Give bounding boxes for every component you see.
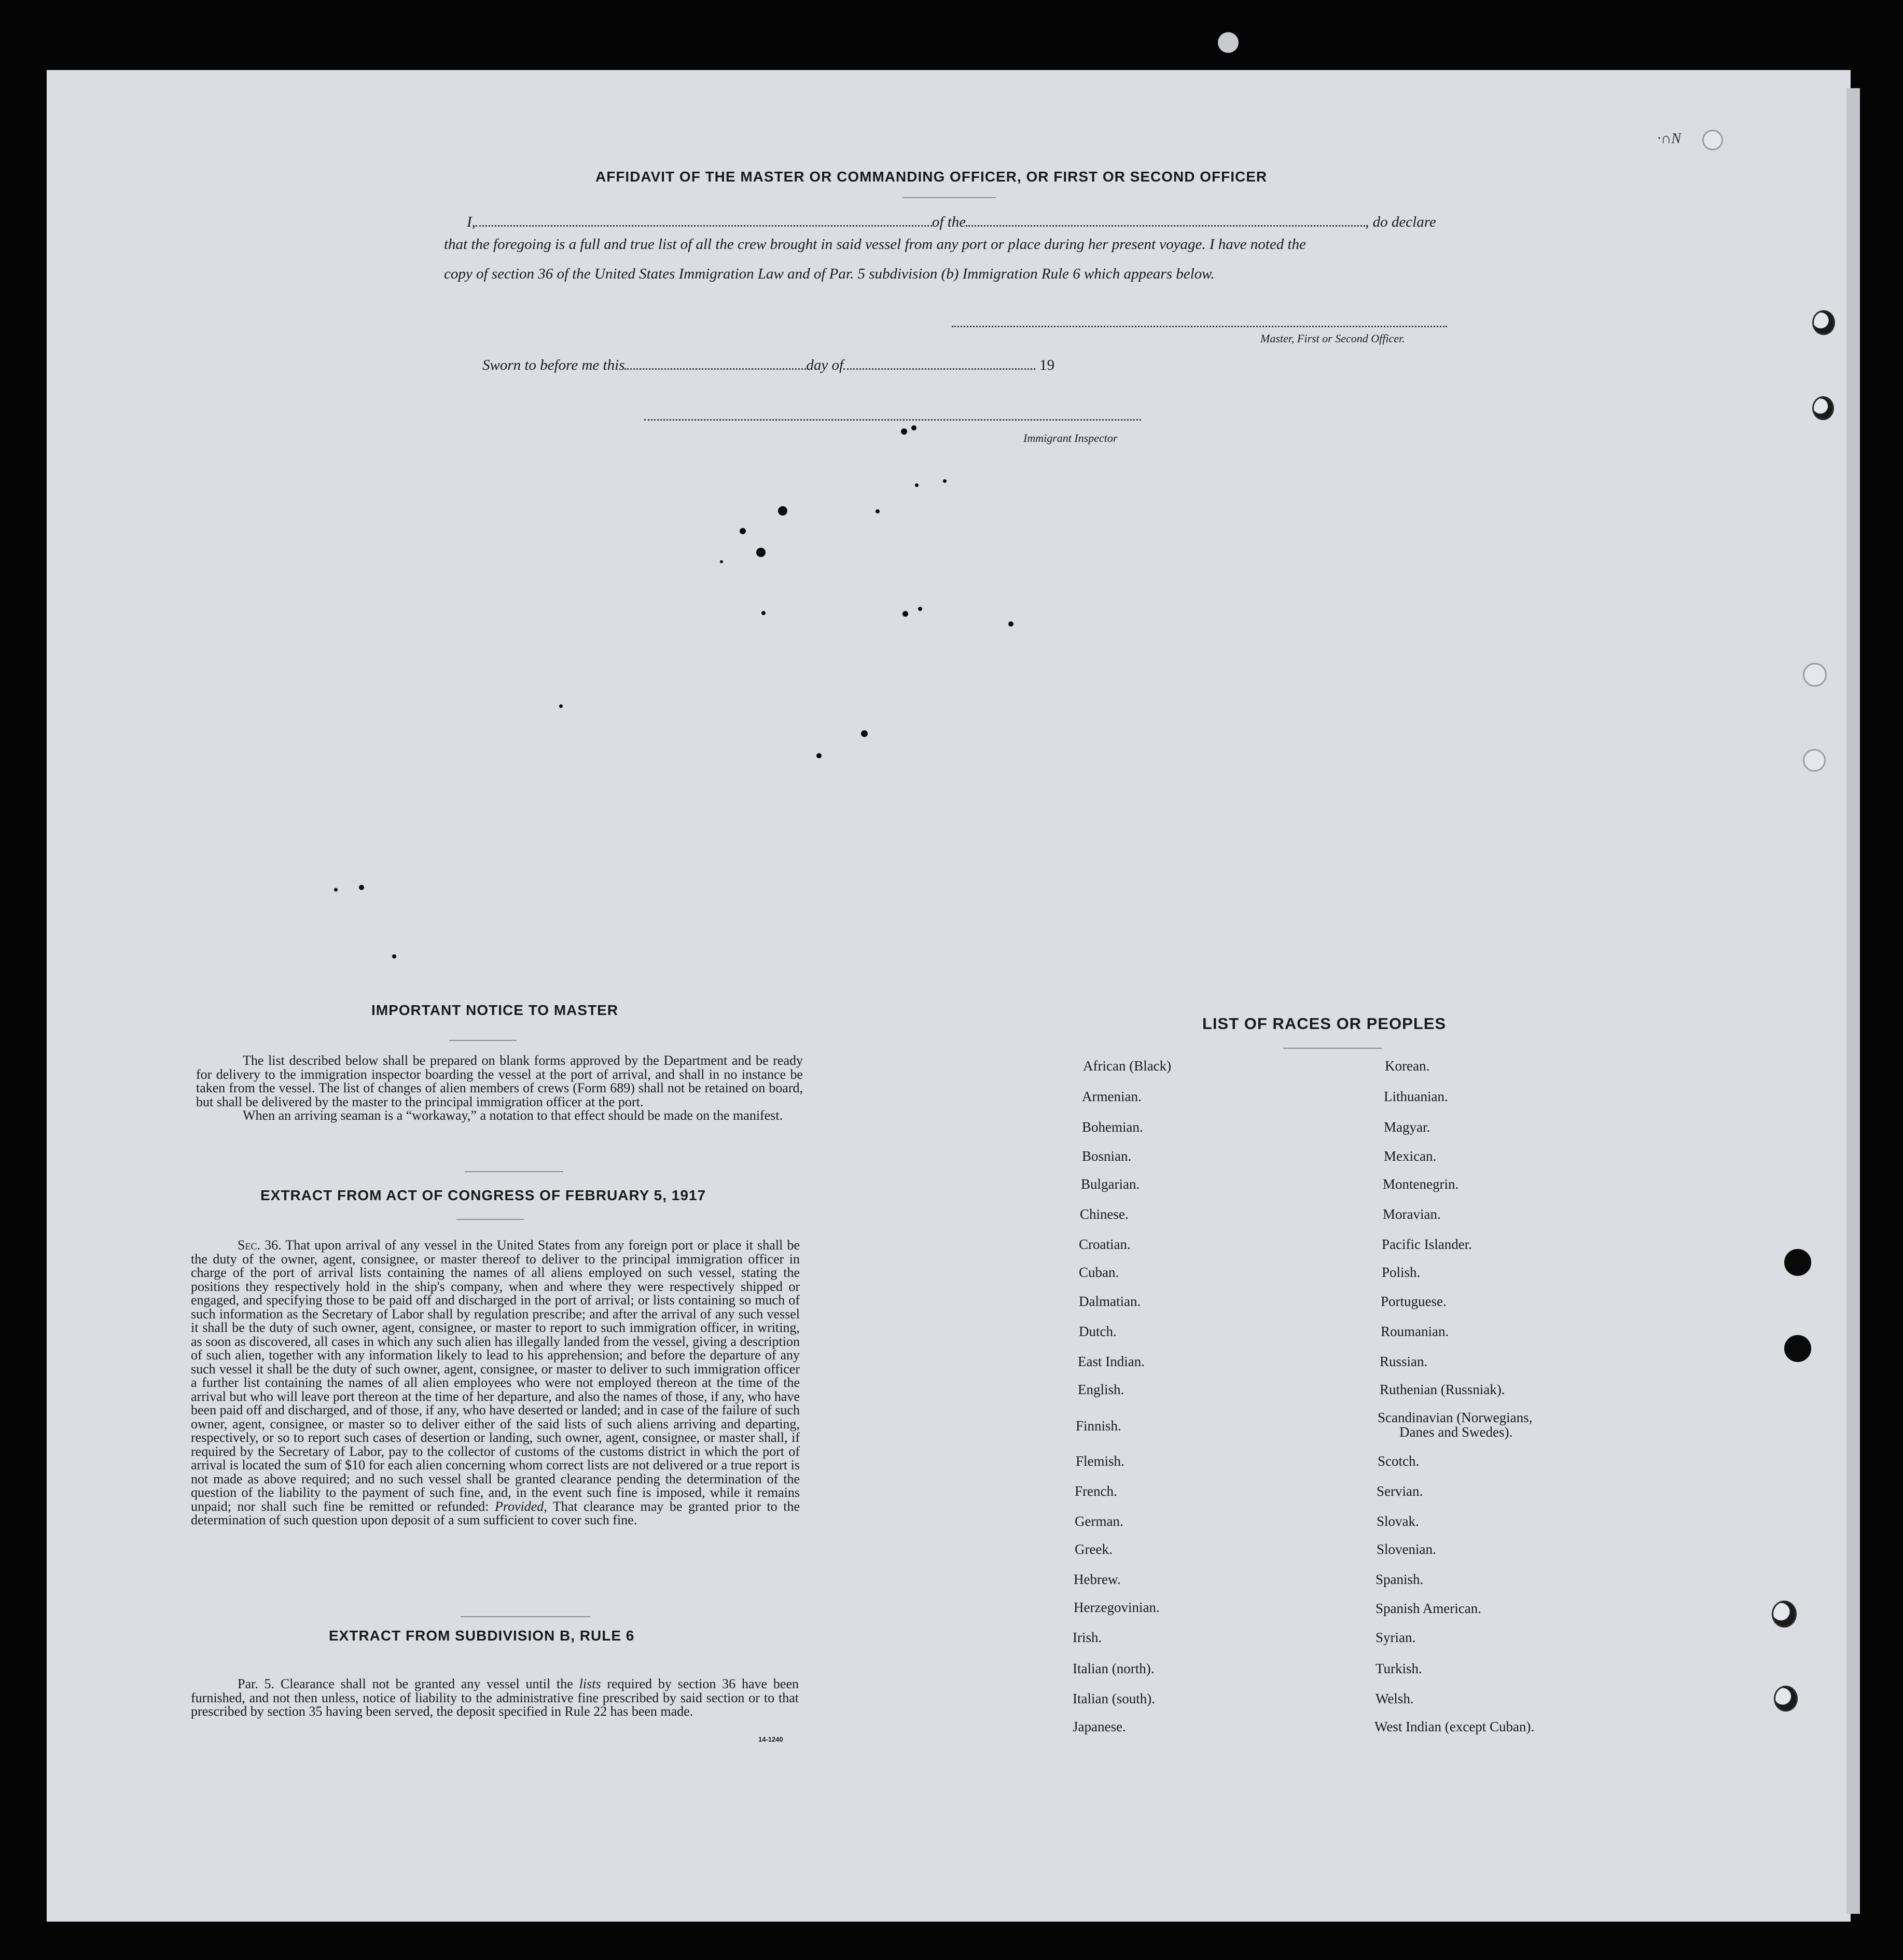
race-right: Lithuanian. bbox=[1384, 1089, 1448, 1104]
provided-word: Provided, bbox=[494, 1498, 547, 1514]
inspector-signature-line bbox=[644, 419, 1141, 421]
race-right: Russian. bbox=[1380, 1354, 1428, 1369]
race-left: African (Black) bbox=[1083, 1058, 1172, 1074]
affidavit-i: I, bbox=[467, 214, 476, 230]
vessel-blank bbox=[966, 225, 1365, 227]
punch-hole bbox=[1702, 130, 1723, 150]
race-left: Cuban. bbox=[1079, 1264, 1119, 1280]
race-left: Armenian. bbox=[1082, 1089, 1142, 1104]
race-left: East Indian. bbox=[1078, 1354, 1145, 1369]
race-right: Pacific Islander. bbox=[1382, 1236, 1472, 1252]
divider bbox=[1283, 1048, 1382, 1049]
binder-hole bbox=[1772, 1601, 1797, 1628]
binder-hole bbox=[1784, 1249, 1811, 1276]
lists-word: lists bbox=[579, 1676, 601, 1691]
race-left: German. bbox=[1075, 1513, 1123, 1529]
section-36-text bbox=[191, 1239, 800, 1527]
ink-speck bbox=[740, 528, 746, 534]
ink-speck bbox=[756, 548, 766, 557]
paper-edge bbox=[1846, 88, 1860, 1914]
rule-extract-title: EXTRACT FROM SUBDIVISION B, RULE 6 bbox=[329, 1628, 635, 1644]
ink-speck bbox=[392, 954, 396, 958]
race-right: Montenegrin. bbox=[1383, 1176, 1459, 1192]
ink-speck bbox=[915, 483, 919, 487]
race-right: Moravian. bbox=[1383, 1206, 1441, 1222]
race-right: Mexican. bbox=[1384, 1148, 1437, 1164]
race-left: Bohemian. bbox=[1082, 1119, 1143, 1135]
month-blank bbox=[843, 368, 1035, 370]
race-right: Welsh. bbox=[1376, 1691, 1414, 1706]
race-left: Italian (south). bbox=[1073, 1691, 1155, 1706]
ink-speck bbox=[334, 888, 338, 892]
race-left: Hebrew. bbox=[1074, 1572, 1121, 1587]
master-caption: Master, First or Second Officer. bbox=[1260, 332, 1405, 345]
race-left: Finnish. bbox=[1076, 1418, 1121, 1434]
race-right: Slovenian. bbox=[1377, 1541, 1436, 1557]
race-left: Herzegovinian. bbox=[1074, 1600, 1160, 1615]
race-left: Bulgarian. bbox=[1081, 1176, 1140, 1192]
race-left: Chinese. bbox=[1080, 1206, 1129, 1222]
race-right: Spanish. bbox=[1376, 1572, 1424, 1587]
race-left: French. bbox=[1075, 1483, 1117, 1499]
race-right: Roumanian. bbox=[1381, 1324, 1449, 1339]
race-left: Dutch. bbox=[1079, 1324, 1117, 1339]
race-left: Irish. bbox=[1073, 1630, 1102, 1645]
race-right: Spanish American. bbox=[1376, 1601, 1481, 1616]
divider bbox=[902, 197, 996, 198]
ink-speck bbox=[911, 425, 916, 430]
inspector-caption: Immigrant Inspector bbox=[1023, 432, 1118, 444]
rule-body: Par. 5. Clearance shall not be granted any vessel until the bbox=[238, 1676, 573, 1691]
race-right: Portuguese. bbox=[1381, 1294, 1447, 1309]
ink-speck bbox=[816, 753, 822, 758]
section-36-paragraph bbox=[191, 1239, 800, 1527]
name-blank bbox=[476, 225, 932, 227]
race-right: Scandinavian (Norwegians, bbox=[1378, 1410, 1533, 1425]
race-right: West Indian (except Cuban). bbox=[1374, 1719, 1535, 1734]
divider bbox=[449, 1040, 517, 1041]
section-36-ending: That clearance may be granted prior to the determination of such question upon deposit of a sum sufficient to cover such fine. bbox=[191, 1498, 800, 1527]
binder-hole bbox=[1774, 1686, 1798, 1712]
notice-text bbox=[196, 1054, 803, 1123]
race-right: Magyar. bbox=[1384, 1119, 1430, 1135]
affidavit-line3: copy of section 36 of the United States Immigration Law and of Par. 5 subdivision (b) Immigration Rule 6 which appears below. bbox=[444, 266, 1215, 282]
divider bbox=[465, 1171, 563, 1172]
ink-speck bbox=[876, 509, 880, 513]
ink-speck bbox=[720, 560, 723, 563]
race-right: Syrian. bbox=[1376, 1630, 1416, 1645]
race-right: Servian. bbox=[1377, 1483, 1423, 1499]
ink-speck bbox=[943, 479, 947, 483]
ink-speck bbox=[761, 611, 766, 615]
affidavit-line1 bbox=[467, 214, 1436, 231]
notice-paragraph-1: The list described below shall be prepared on blank forms approved by the Department and be ready for delivery to the immigration inspector boarding the vessel at the port of arrival, and shall in no instance be taken from the vessel. The list of changes of alien members of crews (Form 689) shall not be retained on board, but shall be delivered by the master to the principal immigration officer at the port. bbox=[196, 1053, 803, 1109]
section-label: Sec. 36. bbox=[238, 1238, 282, 1253]
scanned-form-page bbox=[47, 70, 1851, 1922]
corner-mark: ·∩N bbox=[1657, 131, 1681, 147]
ink-speck bbox=[901, 428, 907, 435]
binder-hole bbox=[1784, 1335, 1811, 1362]
race-right: Ruthenian (Russniak). bbox=[1380, 1382, 1505, 1397]
race-left: Flemish. bbox=[1076, 1453, 1124, 1469]
affidavit-line2: that the foregoing is a full and true list of all the crew brought in said vessel from any port or place during her present voyage. I have noted the bbox=[444, 236, 1306, 253]
ink-speck bbox=[861, 730, 868, 737]
master-signature-line bbox=[952, 326, 1447, 327]
rule-ending: required by section 36 have been furnished, and not then unless, notice of liability to the administrative fine prescribed by said section or to that prescribed by section 35 having been served, the deposit specified in Rule 22 has been made. bbox=[191, 1676, 799, 1719]
act-extract-title: EXTRACT FROM ACT OF CONGRESS OF FEBRUARY 5, 1917 bbox=[260, 1187, 706, 1203]
binder-hole bbox=[1812, 310, 1835, 335]
rule-paragraph bbox=[191, 1677, 799, 1719]
ink-speck bbox=[559, 704, 563, 708]
binder-hole bbox=[1803, 663, 1827, 687]
race-left: Dalmatian. bbox=[1079, 1294, 1141, 1309]
notice-paragraph-2: When an arriving seaman is a “workaway,” a notation to that effect should be made on the manifest. bbox=[243, 1108, 783, 1123]
day-blank bbox=[624, 368, 806, 370]
race-left: Croatian. bbox=[1079, 1236, 1131, 1252]
binder-hole bbox=[1812, 396, 1834, 420]
ink-speck bbox=[778, 506, 787, 516]
binder-hole bbox=[1803, 749, 1826, 772]
races-title: LIST OF RACES OR PEOPLES bbox=[1202, 1014, 1447, 1033]
ink-speck bbox=[359, 885, 364, 890]
divider bbox=[461, 1616, 590, 1617]
race-right: Korean. bbox=[1385, 1058, 1430, 1074]
race-right: Polish. bbox=[1382, 1264, 1421, 1280]
race-left: Bosnian. bbox=[1082, 1148, 1132, 1164]
race-right: Scotch. bbox=[1378, 1453, 1420, 1469]
affidavit-title: AFFIDAVIT OF THE MASTER OR COMMANDING OFFICER, OR FIRST OR SECOND OFFICER bbox=[595, 169, 1268, 185]
race-left: Italian (north). bbox=[1073, 1661, 1155, 1676]
divider bbox=[456, 1219, 524, 1220]
ink-speck bbox=[1008, 621, 1013, 627]
ink-speck bbox=[902, 611, 908, 617]
race-right: Slovak. bbox=[1377, 1513, 1419, 1529]
notice-title: IMPORTANT NOTICE TO MASTER bbox=[371, 1002, 619, 1018]
sworn-line bbox=[482, 357, 1054, 374]
race-left: English. bbox=[1078, 1382, 1124, 1397]
race-right-continuation: Danes and Swedes). bbox=[1399, 1424, 1513, 1440]
year-prefix: 19 bbox=[1039, 357, 1055, 373]
form-number: 14-1240 bbox=[758, 1735, 783, 1743]
race-left: Greek. bbox=[1075, 1541, 1113, 1557]
race-left: Japanese. bbox=[1073, 1719, 1126, 1734]
ink-speck bbox=[918, 607, 922, 611]
sworn-label: Sworn to before me this bbox=[482, 357, 625, 373]
race-right: Turkish. bbox=[1376, 1661, 1422, 1676]
day-of-label: day of bbox=[806, 357, 844, 373]
affidavit-of-the: of the bbox=[932, 214, 966, 230]
rule-text bbox=[191, 1677, 799, 1719]
affidavit-do-declare: , do declare bbox=[1365, 214, 1436, 230]
binder-hole-top bbox=[1218, 32, 1239, 53]
section-36-body: That upon arrival of any vessel in the United States from any foreign port or place it shall be the duty of the owner, agent, consignee, or master thereof to deliver to the principal immigration officer in charge of the port of arrival lists containing the names of all aliens employed on such vessel, stating the positions they respectively hold in the ship's company, when and where they were respectively shipped or engaged, and specifying those to be paid off and discharged in the port of arrival; or lists containing so much of such information as the Secretary of Labor shall by regulation prescribe; and after the arrival of any such vessel it shall be the duty of such owner, agent, consignee, or master to report to such immigration officer, in writing, as soon as discovered, all cases in which any such alien has illegally landed from the vessel, giving a description of such alien, together with any information likely to lead to his apprehension; and before the departure of any such vessel it shall be the duty of such owner, agent, consignee, or master to deliver to such immigration officer a further list containing the names of all alien employees who were not employed thereon at the time of the arrival but who will leave port thereon at the time of her departure, and also the names of those, if any, who have been paid off and discharged, and of those, if any, who have deserted or landed; and in case of the failure of such owner, agent, consignee, or master so to deliver either of the said lists of such aliens arriving and departing, respectively, or so to report such cases of desertion or landing, such owner, agent, consignee, or master shall, if required by the Secretary of Labor, pay to the collector of customs of the customs district in which the port of arrival is located the sum of $10 for each alien concerning whom correct lists are not delivered or a true report is not made as above required; and no such vessel shall be granted clearance pending the determination of the question of the liability to the payment of such fine, and, in the event such fine is imposed, while it remains unpaid; nor shall such fine be remitted or refunded: bbox=[191, 1238, 800, 1514]
